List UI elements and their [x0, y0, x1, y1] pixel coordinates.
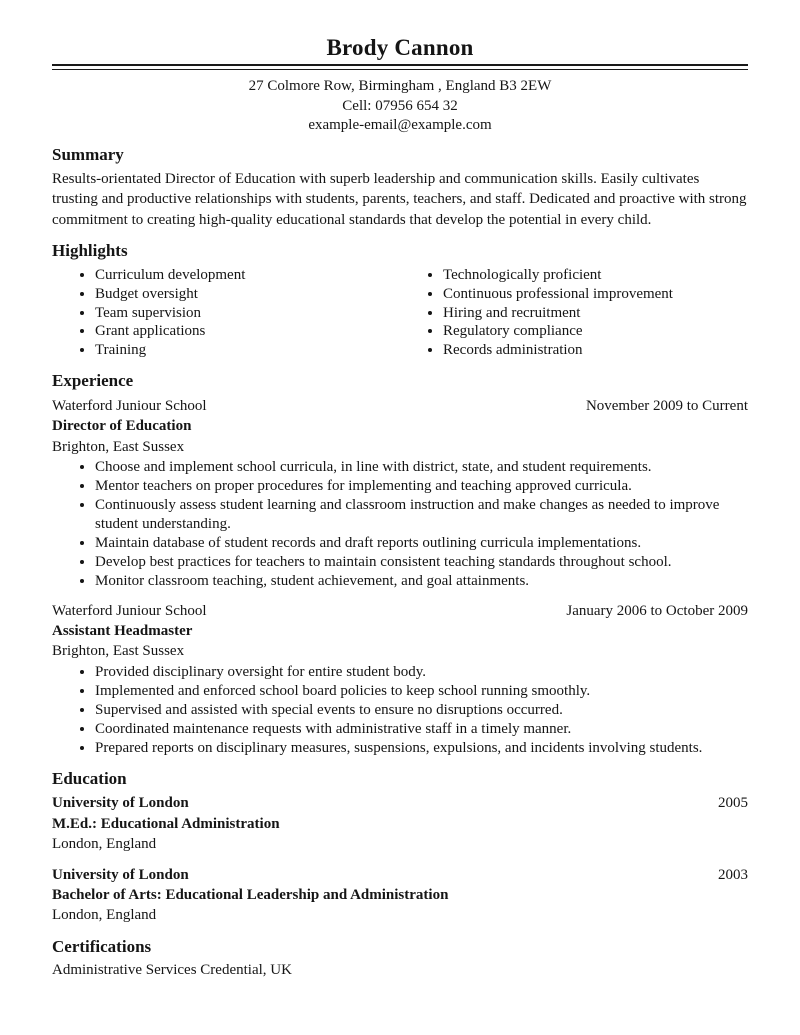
job-dates: January 2006 to October 2009 [566, 602, 748, 619]
experience-heading: Experience [52, 370, 134, 390]
job-entry [52, 396, 748, 592]
section-certifications [52, 937, 748, 981]
summary-text: Results-orientated Director of Education with superb leadership and communication skills. Easily cultivates trusting and productive relationships with students, parents, teachers, and staff. Dedicated and proactive with strong commitment to creating high-quality educational standards that develop the potential in every child. [52, 170, 747, 228]
duty-item: • Supervised and assisted with special events to ensure no disruptions occurred. [95, 701, 748, 720]
certification-text: Administrative Services Credential, UK [52, 962, 292, 979]
name-underline-rule [52, 64, 748, 70]
education-year: 2005 [718, 795, 748, 812]
job-title: Assistant Headmaster [52, 622, 193, 639]
education-entry [52, 793, 748, 854]
certifications-heading: Certifications [52, 936, 152, 956]
highlight-item: • Team supervision [95, 304, 425, 323]
highlights-heading: Highlights [52, 240, 128, 260]
highlight-item: • Continuous professional improvement [443, 285, 748, 304]
job-dates: November 2009 to Current [585, 398, 748, 415]
highlight-item: • Records administration [443, 341, 748, 360]
highlight-item: • Grant applications [95, 322, 425, 341]
duty-item: • Implemented and enforced school board policies to keep school running smoothly. [95, 682, 748, 701]
contact-cell: Cell: 07956 654 32 [342, 97, 458, 114]
education-year: 2003 [718, 866, 748, 883]
duty-item: • Monitor classroom teaching, student achievement, and goal attainments. [95, 572, 748, 591]
highlight-item: • Technologically proficient [443, 266, 748, 285]
highlights-columns [52, 264, 748, 359]
education-location: London, England [52, 907, 157, 924]
education-school: University of London [52, 866, 189, 883]
section-highlights [52, 241, 748, 360]
contact-email: example-email@example.com [308, 117, 492, 134]
section-summary [52, 145, 748, 230]
job-location: Brighton, East Sussex [52, 643, 185, 660]
job-company: Waterford Juniour School [52, 398, 207, 415]
job-duties [52, 663, 748, 758]
highlight-item: • Curriculum development [95, 266, 425, 285]
education-location: London, England [52, 836, 157, 853]
duty-item: • Mentor teachers on proper procedures for implementing and teaching approved curricula. [95, 477, 748, 496]
education-header-row [52, 793, 748, 813]
contact-address: 27 Colmore Row, Birmingham , England B3 2EW [248, 78, 552, 95]
duty-item: • Prepared reports on disciplinary measures, suspensions, expulsions, and incidents involving students. [95, 739, 748, 758]
job-duties [52, 458, 748, 591]
education-heading: Education [52, 768, 127, 788]
highlights-list-left [52, 266, 425, 359]
duty-item: • Maintain database of student records and draft reports outlining curricula implementations. [95, 534, 748, 553]
duty-item: • Coordinated maintenance requests with administrative staff in a timely manner. [95, 720, 748, 739]
highlight-item: • Regulatory compliance [443, 322, 748, 341]
job-header-row [52, 396, 748, 416]
highlight-item: • Budget oversight [95, 285, 425, 304]
candidate-name: Brody Cannon [326, 35, 474, 60]
duty-item: • Choose and implement school curricula, in line with district, state, and student requirements. [95, 458, 748, 477]
education-school: University of London [52, 795, 189, 812]
contact-block [52, 77, 748, 134]
job-entry [52, 601, 748, 758]
summary-heading: Summary [52, 145, 124, 165]
section-experience [52, 371, 748, 758]
job-title: Director of Education [52, 418, 192, 435]
highlight-item: • Hiring and recruitment [443, 304, 748, 323]
duty-item: • Continuously assess student learning and classroom instruction and make changes as needed to improve student understanding. [95, 496, 748, 534]
highlights-list-right [425, 266, 748, 359]
education-degree: M.Ed.: Educational Administration [52, 815, 280, 832]
duty-item: • Develop best practices for teachers to maintain consistent teaching standards throughout school. [95, 553, 748, 572]
job-header-row [52, 601, 748, 621]
duty-item: • Provided disciplinary oversight for entire student body. [95, 663, 748, 682]
job-location: Brighton, East Sussex [52, 438, 185, 455]
highlight-item: • Training [95, 341, 425, 360]
section-education [52, 769, 748, 926]
education-degree: Bachelor of Arts: Educational Leadership and Administration [52, 886, 449, 903]
resume-header [52, 35, 748, 134]
job-company: Waterford Juniour School [52, 602, 207, 619]
education-entry [52, 865, 748, 926]
education-header-row [52, 865, 748, 885]
